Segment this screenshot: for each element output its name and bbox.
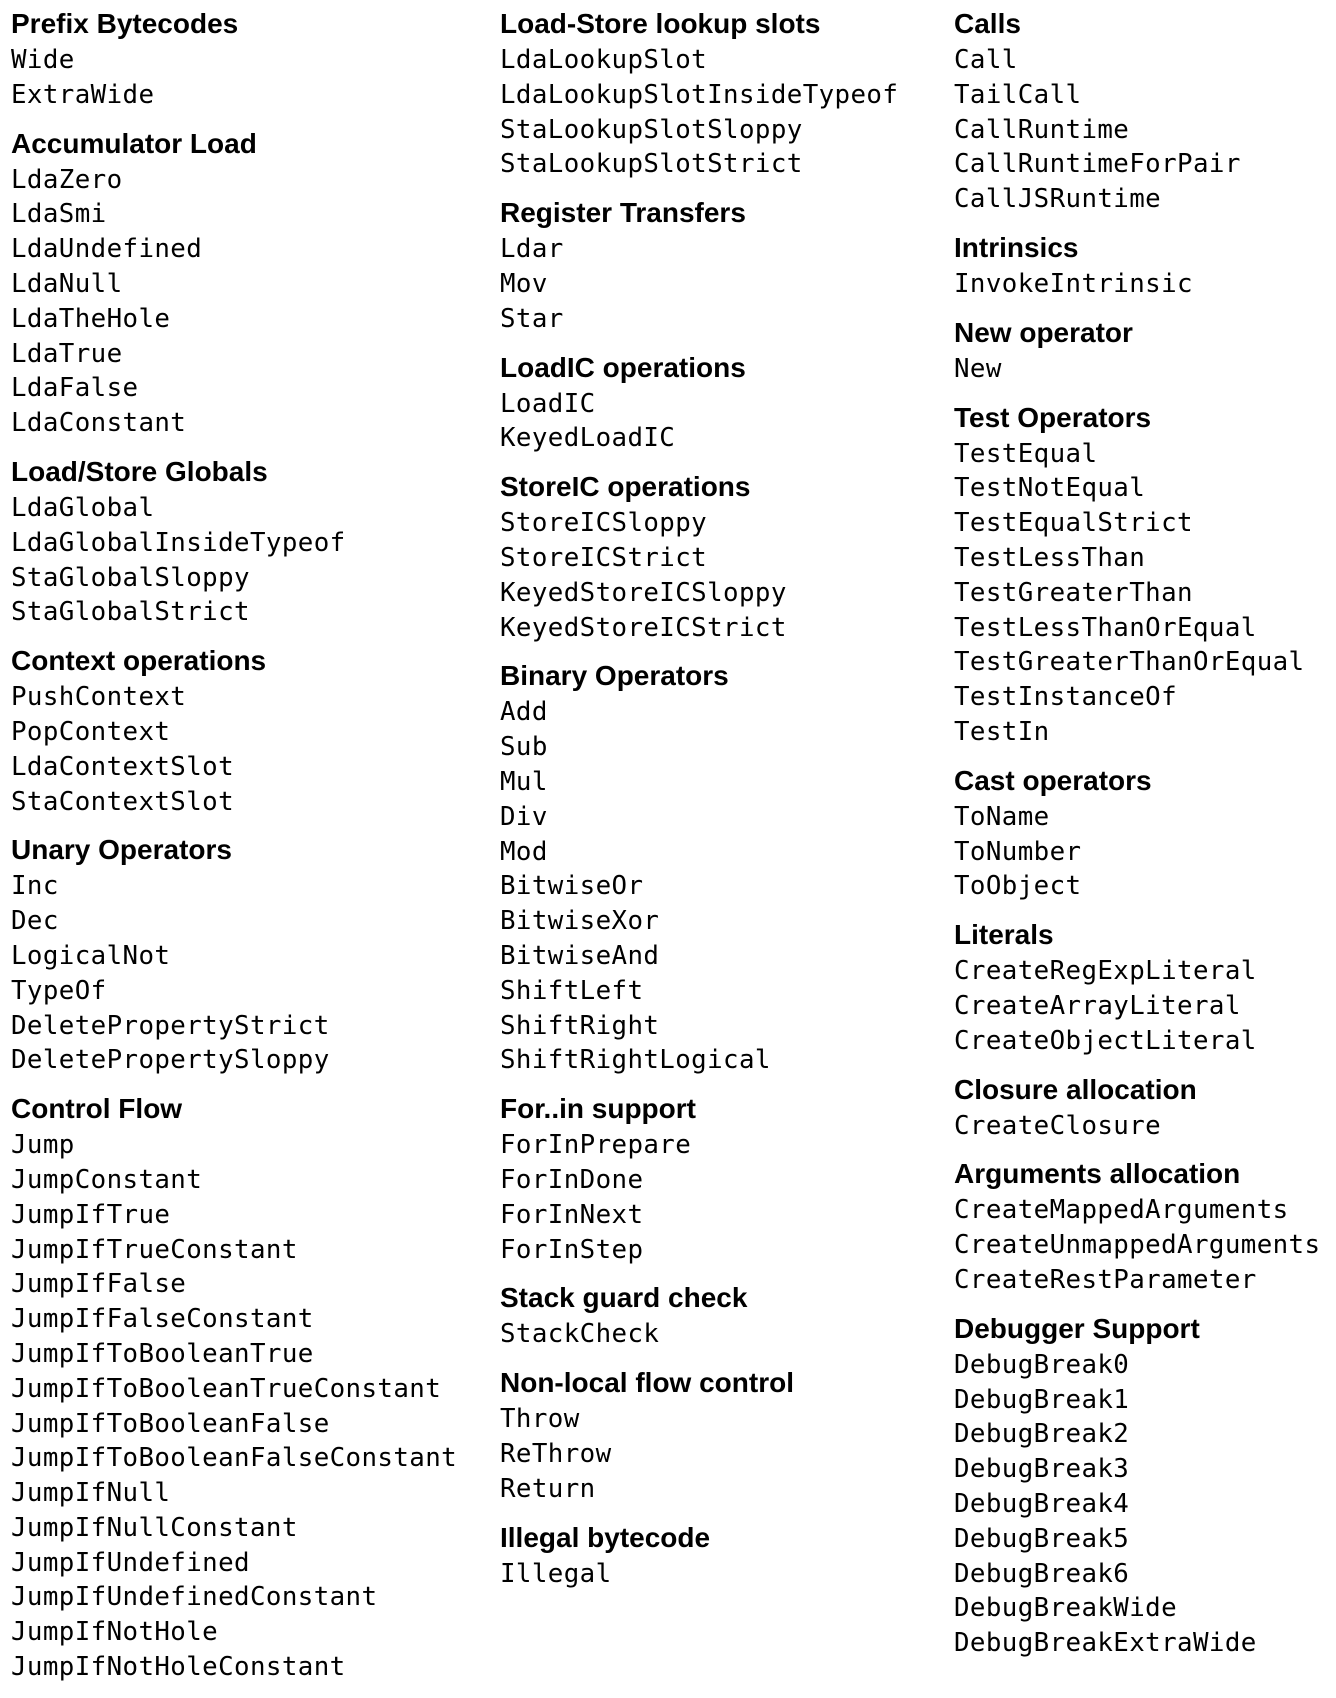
bytecode-item: Jump: [11, 1130, 75, 1161]
bytecode-item: CreateRestParameter: [954, 1264, 1257, 1295]
bytecode-item: JumpIfTrue: [11, 1199, 171, 1230]
bytecode-group: [954, 315, 1334, 387]
bytecode-item: JumpIfFalseConstant: [11, 1304, 314, 1335]
bytecode-group: [11, 126, 491, 441]
bytecode-item: ShiftLeft: [500, 975, 644, 1006]
bytecode-item: TestEqual: [954, 438, 1098, 469]
bytecode-item: JumpIfTrueConstant: [11, 1234, 298, 1265]
bytecode-item: ShiftRightLogical: [500, 1045, 771, 1076]
bytecode-item: LdaTrue: [11, 338, 123, 369]
bytecode-item: CreateClosure: [954, 1110, 1162, 1141]
group-heading: StoreIC operations: [500, 471, 751, 503]
bytecode-item: JumpIfToBooleanTrueConstant: [11, 1373, 442, 1404]
bytecode-item: LdaTheHole: [11, 303, 171, 334]
bytecode-item: CallRuntime: [954, 114, 1130, 145]
bytecode-item: KeyedStoreICStrict: [500, 612, 787, 643]
bytecode-item: ForInDone: [500, 1164, 644, 1195]
group-heading: New operator: [954, 316, 1133, 348]
bytecode-item: TestNotEqual: [954, 473, 1146, 504]
group-heading: Closure allocation: [954, 1073, 1197, 1105]
bytecode-group: [500, 469, 945, 645]
bytecode-item: BitwiseOr: [500, 871, 644, 902]
group-heading: Non-local flow control: [500, 1367, 794, 1399]
bytecode-item: ToObject: [954, 871, 1082, 902]
bytecode-item: Sub: [500, 732, 548, 763]
bytecode-item: LdaGlobalInsideTypeof: [11, 527, 346, 558]
bytecode-item: Return: [500, 1473, 596, 1504]
bytecode-group: [11, 1091, 491, 1685]
bytecode-group: [500, 658, 945, 1078]
bytecode-item: DebugBreak2: [954, 1419, 1130, 1450]
group-heading: Test Operators: [954, 401, 1152, 433]
bytecode-item: StoreICSloppy: [500, 508, 708, 539]
bytecode-item: TestLessThan: [954, 542, 1146, 573]
group-heading: Prefix Bytecodes: [11, 8, 239, 39]
bytecode-group: [954, 400, 1334, 750]
bytecode-item: ForInStep: [500, 1234, 644, 1265]
bytecode-item: DeletePropertyStrict: [11, 1010, 330, 1041]
bytecode-item: StaLookupSlotStrict: [500, 149, 803, 180]
bytecode-item: CreateObjectLiteral: [954, 1025, 1257, 1056]
bytecode-item: Mod: [500, 836, 548, 867]
bytecode-item: DeletePropertySloppy: [11, 1045, 330, 1076]
bytecode-item: JumpIfNotHoleConstant: [11, 1652, 346, 1683]
bytecode-item: TestEqualStrict: [954, 508, 1193, 539]
bytecode-group: [500, 1365, 945, 1506]
bytecode-item: StaGlobalStrict: [11, 597, 250, 628]
bytecode-item: DebugBreakExtraWide: [954, 1628, 1257, 1659]
bytecode-item: DebugBreak4: [954, 1488, 1130, 1519]
bytecode-item: JumpIfUndefinedConstant: [11, 1582, 378, 1613]
bytecode-item: LdaGlobal: [11, 492, 155, 523]
bytecode-group: [11, 643, 491, 819]
bytecode-group: [500, 1280, 945, 1352]
bytecode-item: JumpIfToBooleanFalse: [11, 1408, 330, 1439]
bytecode-group: [954, 230, 1334, 302]
bytecode-column-3: [954, 6, 1334, 1674]
bytecode-item: LdaConstant: [11, 408, 187, 439]
bytecode-item: Inc: [11, 871, 59, 902]
bytecode-item: BitwiseXor: [500, 906, 660, 937]
bytecode-item: Wide: [11, 45, 75, 75]
bytecode-column-1: [11, 6, 491, 1698]
bytecode-item: Star: [500, 303, 564, 334]
group-heading: Control Flow: [11, 1093, 183, 1125]
bytecode-item: Mul: [500, 766, 548, 797]
bytecode-item: TestGreaterThanOrEqual: [954, 647, 1305, 678]
group-heading: Calls: [954, 8, 1021, 39]
bytecode-item: CreateMappedArguments: [954, 1195, 1289, 1226]
bytecode-group: [954, 763, 1334, 904]
bytecode-item: JumpIfNotHole: [11, 1617, 219, 1648]
group-heading: LoadIC operations: [500, 351, 746, 383]
bytecode-item: LdaZero: [11, 164, 123, 195]
bytecode-item: StaLookupSlotSloppy: [500, 114, 803, 145]
bytecode-group: [500, 350, 945, 457]
bytecode-item: LdaFalse: [11, 373, 139, 404]
bytecode-item: LdaUndefined: [11, 234, 203, 265]
bytecode-item: Dec: [11, 906, 59, 937]
bytecode-item: DebugBreakWide: [954, 1593, 1178, 1624]
bytecode-item: TypeOf: [11, 975, 107, 1006]
bytecode-item: JumpIfToBooleanTrue: [11, 1338, 314, 1369]
bytecode-item: LdaNull: [11, 268, 123, 299]
bytecode-item: KeyedLoadIC: [500, 423, 676, 454]
bytecode-item: PushContext: [11, 682, 187, 713]
bytecode-item: StaGlobalSloppy: [11, 562, 250, 593]
bytecode-item: KeyedStoreICSloppy: [500, 577, 787, 608]
bytecode-item: TestIn: [954, 716, 1050, 747]
bytecode-item: Call: [954, 45, 1018, 75]
bytecode-item: LdaContextSlot: [11, 751, 235, 782]
bytecode-item: TailCall: [954, 79, 1082, 110]
group-heading: Debugger Support: [954, 1312, 1200, 1344]
bytecode-item: DebugBreak5: [954, 1523, 1130, 1554]
bytecode-item: JumpIfNullConstant: [11, 1512, 298, 1543]
bytecode-group: [11, 832, 491, 1078]
bytecode-item: ForInNext: [500, 1199, 644, 1230]
bytecode-item: DebugBreak1: [954, 1384, 1130, 1415]
bytecode-item: CreateArrayLiteral: [954, 990, 1241, 1021]
bytecode-item: CreateUnmappedArguments: [954, 1230, 1321, 1261]
bytecode-item: Add: [500, 697, 548, 728]
bytecode-item: CallJSRuntime: [954, 184, 1162, 215]
group-heading: Binary Operators: [500, 660, 729, 692]
group-heading: Context operations: [11, 645, 267, 677]
bytecode-group: [500, 1520, 945, 1592]
bytecode-item: JumpIfUndefined: [11, 1547, 250, 1578]
bytecode-item: JumpIfNull: [11, 1478, 171, 1509]
bytecode-item: ShiftRight: [500, 1010, 660, 1041]
bytecode-item: ToName: [954, 801, 1050, 832]
group-heading: Load-Store lookup slots: [500, 8, 821, 39]
bytecode-item: Mov: [500, 268, 548, 299]
bytecode-item: LogicalNot: [11, 940, 171, 971]
bytecode-group: [954, 1311, 1334, 1661]
bytecode-item: JumpIfFalse: [11, 1269, 187, 1300]
group-heading: Unary Operators: [11, 834, 232, 866]
bytecode-item: Ldar: [500, 234, 564, 265]
bytecode-item: CallRuntimeForPair: [954, 149, 1241, 180]
group-heading: Illegal bytecode: [500, 1521, 711, 1553]
group-heading: Literals: [954, 919, 1054, 951]
bytecode-group: [954, 1072, 1334, 1144]
bytecode-item: Throw: [500, 1404, 580, 1435]
bytecode-item: TestInstanceOf: [954, 682, 1178, 713]
bytecode-item: ToNumber: [954, 836, 1082, 867]
bytecode-item: StoreICStrict: [500, 542, 708, 573]
bytecode-item: JumpIfToBooleanFalseConstant: [11, 1443, 458, 1474]
bytecode-item: DebugBreak0: [954, 1349, 1130, 1380]
bytecode-item: ForInPrepare: [500, 1130, 692, 1161]
bytecode-item: LoadIC: [500, 388, 596, 419]
group-heading: Accumulator Load: [11, 127, 257, 159]
bytecode-item: JumpConstant: [11, 1164, 203, 1195]
bytecode-group: [500, 195, 945, 336]
bytecode-item: LdaSmi: [11, 199, 107, 230]
bytecode-item: LdaLookupSlotInsideTypeof: [500, 79, 899, 110]
group-heading: Load/Store Globals: [11, 455, 268, 487]
bytecode-group: [954, 6, 1334, 217]
bytecode-item: StackCheck: [500, 1319, 660, 1350]
bytecode-item: Div: [500, 801, 548, 832]
bytecode-item: DebugBreak3: [954, 1454, 1130, 1485]
bytecode-group: [11, 6, 491, 113]
bytecode-group: [954, 917, 1334, 1058]
bytecode-item: InvokeIntrinsic: [954, 268, 1193, 299]
group-heading: Intrinsics: [954, 231, 1079, 263]
group-heading: Stack guard check: [500, 1282, 748, 1314]
bytecode-group: [500, 6, 945, 182]
bytecode-item: DebugBreak6: [954, 1558, 1130, 1589]
bytecode-item: TestLessThanOrEqual: [954, 612, 1257, 643]
bytecode-item: CreateRegExpLiteral: [954, 956, 1257, 987]
bytecode-group: [500, 1091, 945, 1267]
bytecode-item: ExtraWide: [11, 79, 155, 110]
bytecode-item: TestGreaterThan: [954, 577, 1193, 608]
group-heading: Arguments allocation: [954, 1158, 1241, 1190]
group-heading: For..in support: [500, 1093, 696, 1125]
bytecode-item: LdaLookupSlot: [500, 45, 708, 75]
bytecode-item: New: [954, 353, 1002, 384]
bytecode-group: [954, 1156, 1334, 1297]
bytecode-item: BitwiseAnd: [500, 940, 660, 971]
bytecode-item: Illegal: [500, 1558, 612, 1589]
bytecode-column-2: [500, 6, 945, 1604]
group-heading: Cast operators: [954, 764, 1152, 796]
bytecode-item: StaContextSlot: [11, 786, 235, 817]
bytecode-item: ReThrow: [500, 1438, 612, 1469]
bytecode-group: [11, 454, 491, 630]
group-heading: Register Transfers: [500, 197, 746, 229]
bytecode-item: PopContext: [11, 716, 171, 747]
